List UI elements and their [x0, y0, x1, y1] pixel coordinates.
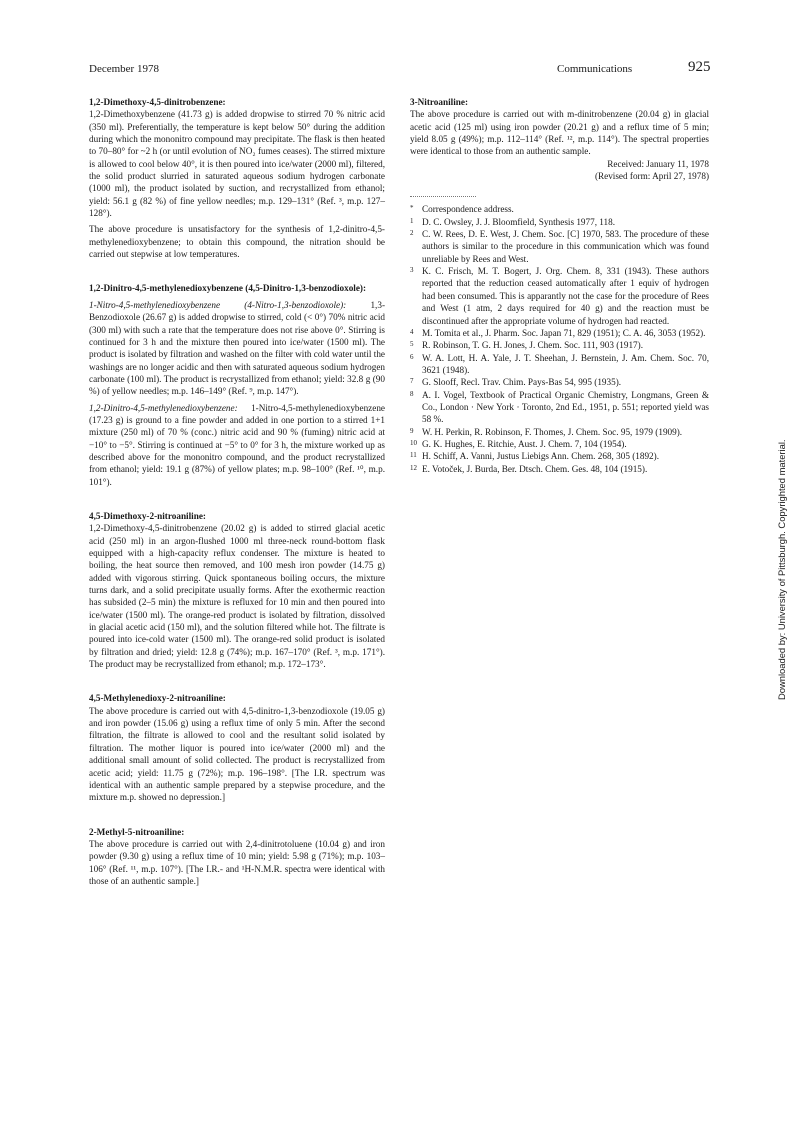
- reference-text: G. Slooff, Recl. Trav. Chim. Pays-Bas 54, 995 (1935).: [422, 377, 622, 388]
- section-heading: 4,5-Dimethoxy-2-nitroaniline:: [89, 510, 206, 521]
- reference-text: G. K. Hughes, E. Ritchie, Aust. J. Chem. 7, 104 (1954).: [422, 438, 627, 449]
- reference-number: 4: [410, 327, 414, 336]
- reference-item: [410, 352, 709, 377]
- reference-item: [410, 228, 709, 265]
- paragraph: The above procedure is carried out with m-dinitrobenzene (20.04 g) in glacial acetic acid (125 ml) using iron powder (20.21 g) and a reflux time of 5 min; yield 8.05 g (49%); m.p. 112–114° (Ref. ¹², m.p. 114°). The spectral properties were identical to those from an authentic sample.: [410, 109, 709, 157]
- section-heading: 1,2-Dinitro-4,5-methylenedioxybenzene (4,5-Dinitro-1,3-benzodioxole):: [89, 283, 367, 294]
- page-number: 925: [688, 59, 711, 75]
- reference-text: D. C. Owsley, J. J. Bloomfield, Synthesis 1977, 118.: [422, 216, 616, 227]
- reference-item: [410, 438, 709, 450]
- reference-number: 5: [410, 340, 414, 349]
- reference-list: [410, 203, 709, 475]
- sub-heading: 1,2-Dinitro-4,5-methylenedioxybenzene:: [89, 402, 238, 413]
- section-title: Communications: [557, 63, 633, 75]
- sub-heading: 1-Nitro-4,5-methylenedioxybenzene (4-Nitro-1,3-benzodioxole):: [89, 299, 347, 310]
- paragraph: 1-Nitro-4,5-methylenedioxybenzene (17.23 g) is ground to a fine powder and added in one portion to a stirred 1+1 mixture (250 ml) of 70 % (conc.) nitric acid and 90 % (fuming) nitric acid at −10° to −5°. Stirring is continued at −5° to 0° for 3 h, the mixture worked up as described above for the mononitro compound, and the product recrystallized from ethanol; yield: 19.1 g (87%) of yellow plates; m.p. 98–100° (Ref. ¹⁰, m.p. 101°).: [89, 402, 385, 487]
- reference-item: [410, 389, 709, 426]
- section-heading: 4,5-Methylenedioxy-2-nitroaniline:: [89, 693, 226, 704]
- reference-number: 11: [410, 451, 417, 460]
- left-column: [89, 96, 385, 887]
- reference-text: C. W. Rees, D. E. West, J. Chem. Soc. [C] 1970, 583. The procedure of these authors is similar to the procedure in this communication which was found unreliable by Rees and West.: [422, 229, 709, 264]
- paragraph: 1,2-Dimethoxybenzene (41.73 g) is added dropwise to stirred 70 % nitric acid (350 ml). Preferentially, the temperature is kept below 50° during the addition during which the mononitro compound may precipitate. The flask is then heated to 70–80° for ~2 h (or until evolution of NO₂ fumes ceases). The stirred mixture is allowed to cool below 40°, it is then poured into ice/water (2000 ml), filtered, the solid product slurried in saturated aqueous sodium hydrogen carbonate (1000 ml), the product isolated by suction, and recrystallized from ethanol; yield: 56.1 g (82 %) of fine yellow needles; m.p. 129–131° (Ref. ³, m.p. 127–128°).: [89, 109, 385, 219]
- section-heading: 3-Nitroaniline:: [410, 97, 469, 107]
- paragraph: The above procedure is unsatisfactory for the synthesis of 1,2-dinitro-4,5-methylenedioxybenzene; to obtain this compound, the nitration should be carried out stepwise at low temperatures.: [89, 224, 385, 260]
- reference-text: Correspondence address.: [422, 204, 514, 215]
- right-column: [410, 96, 709, 475]
- reference-number: 10: [410, 438, 417, 447]
- reference-number: 1: [410, 216, 414, 225]
- reference-item: [410, 450, 709, 462]
- reference-number: 2: [410, 229, 414, 238]
- reference-item: [410, 376, 709, 388]
- reference-item: [410, 426, 709, 438]
- reference-item: [410, 216, 709, 228]
- received-date: Received: January 11, 1978: [607, 158, 709, 169]
- reference-text: W. H. Perkin, R. Robinson, F. Thomes, J. Chem. Soc. 95, 1979 (1909).: [422, 426, 683, 437]
- paragraph: 1,2-Dimethoxy-4,5-dinitrobenzene (20.02 g) is added to stirred glacial acetic acid (250 ml) in an argon-flushed 1000 ml three-neck round-bottom flask equipped with a high-capacity reflux condenser. The mixture is heated to boiling, the heat source then removed, and 100 mesh iron powder (14.75 g) added with vigorous stirring. Quick spontaneous boiling occurs, the mixture turns dark, and a solid precipitate usually forms. After the exothermic reaction has subsided (2–5 min) the mixture is refluxed for 10 min and then poured into ice/water (1500 ml). The orange-red product is isolated by filtration, dissolved in glacial acetic acid (150 ml), and the solution filtered while hot. The filtrate is poured into ice-cold water (1500 ml). The orange-red solid product is isolated by filtration and dried; yield: 12.8 g (74%); m.p. 167–170° (Ref. ³, m.p. 171°). The product may be recrystallized from ethanol; m.p. 172–173°.: [89, 523, 385, 670]
- reference-text: A. I. Vogel, Textbook of Practical Organic Chemistry, Longmans, Green & Co., London · New York · Toronto, 2nd Ed., 1951, p. 551; reported yield was 58 %.: [422, 389, 709, 425]
- footnote-divider: [410, 196, 476, 197]
- section-heading: 1,2-Dimethoxy-4,5-dinitrobenzene:: [89, 97, 226, 107]
- paragraph: The above procedure is carried out with 4,5-dinitro-1,3-benzodioxole (19.05 g) and iron powder (15.06 g) using a reflux time of only 5 min. After the second filtration, the filtrate is allowed to cool and the resultant solid isolated by filtration. The mother liquor is poured into ice/water (2000 ml) and the additional small amount of solid collected. The product is recrystallized from acetic acid; yield: 11.75 g (72%); m.p. 196–198°. [The I.R. spectrum was identical with an authentic sample prepared by a stepwise procedure, and the mixture m.p. showed no depression.]: [89, 705, 385, 803]
- reference-item: [410, 339, 709, 351]
- reference-item: [410, 463, 709, 475]
- revised-date: (Revised form: April 27, 1978): [594, 171, 709, 182]
- download-notice-text: Downloaded by: University of Pittsburgh. Copyrighted material.: [776, 439, 787, 700]
- section-heading: 2-Methyl-5-nitroaniline:: [89, 826, 185, 837]
- reference-number: 7: [410, 377, 414, 386]
- download-notice: [776, 400, 788, 700]
- reference-item: [410, 265, 709, 327]
- reference-text: K. C. Frisch, M. T. Bogert, J. Org. Chem. 8, 331 (1943). These authors reported that the reduction ceased automatically after 1 equiv of hydrogen had been consumed. This is apparantly not the case for the procedure of Rees and West (1 atm, 2 days required for 40 g) and the reaction must be discontinued after the appropriate volume of hydrogen had reacted.: [422, 266, 709, 326]
- reference-text: E. Votoček, J. Burda, Ber. Dtsch. Chem. Ges. 48, 104 (1915).: [422, 463, 648, 474]
- reference-number: 3: [410, 266, 414, 275]
- reference-item: [410, 203, 709, 215]
- paragraph: The above procedure is carried out with 2,4-dinitrotoluene (10.04 g) and iron powder (9.30 g) using a reflux time of 10 min; yield: 5.98 g (71%); m.p. 103–106° (Ref. ¹¹, m.p. 107°). [The I.R.- and ¹H-N.M.R. spectra were identical with those of an authentic sample.]: [89, 838, 385, 886]
- reference-text: R. Robinson, T. G. H. Jones, J. Chem. Soc. 111, 903 (1917).: [422, 340, 644, 351]
- reference-text: W. A. Lott, H. A. Yale, J. T. Sheehan, J. Bernstein, J. Am. Chem. Soc. 70, 3621 (1948).: [422, 352, 709, 375]
- reference-number: 8: [410, 389, 414, 398]
- reference-number: *: [410, 204, 414, 213]
- reference-text: H. Schiff, A. Vanni, Justus Liebigs Ann. Chem. 268, 305 (1892).: [422, 451, 660, 462]
- reference-item: [410, 327, 709, 339]
- reference-number: 9: [410, 426, 414, 435]
- reference-text: M. Tomita et al., J. Pharm. Soc. Japan 71, 829 (1951); C. A. 46, 3053 (1952).: [422, 327, 706, 338]
- reference-number: 12: [410, 463, 417, 472]
- paragraph: 1,3-Benzodioxole (26.67 g) is added dropwise to stirred, cold (< 0°) 70% nitric acid (300 ml) with such a rate that the temperature does not rise above 0°. Stirring is continued for 3 h and the mixture then poured into ice/water (1500 ml). The product is isolated by filtration and washed on the filter with cold water until the washings are no longer acidic and then with saturated aqueous sodium hydrogen carbonate (100 ml). The product is recrystallized from ethanol; yield: 32.8 g (90 %) of yellow needles; m.p. 146–149° (Ref. ⁹, m.p. 147°).: [89, 299, 385, 397]
- reference-number: 6: [410, 352, 414, 361]
- running-date: December 1978: [89, 63, 159, 75]
